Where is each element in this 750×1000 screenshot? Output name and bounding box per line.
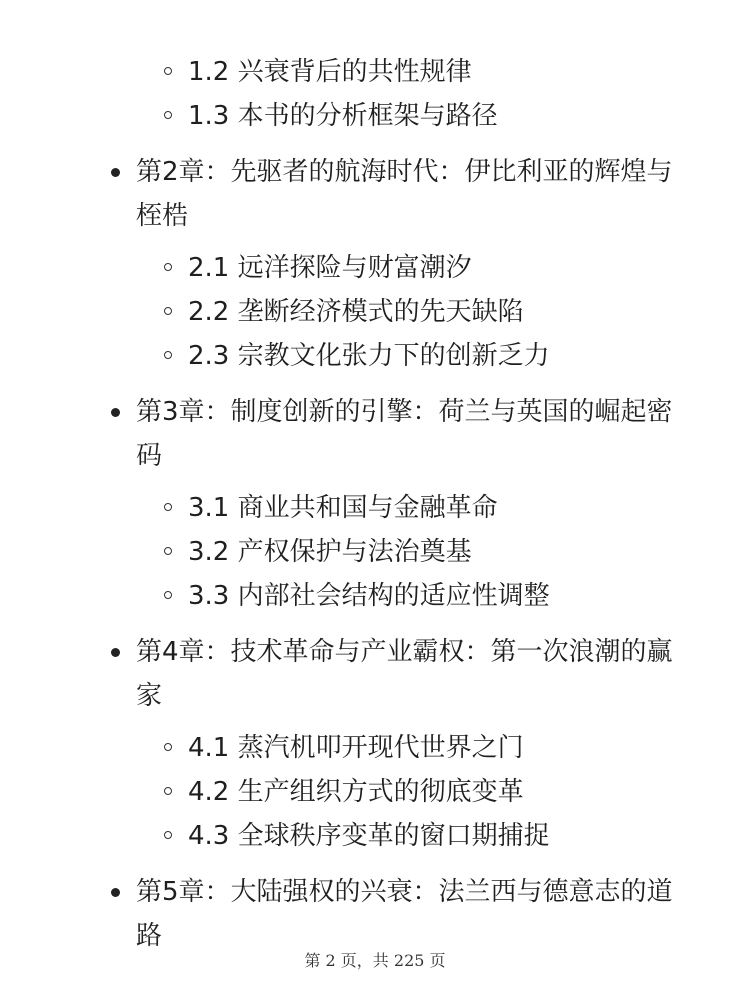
toc-section-2-1: 2.1 远洋探险与财富潮汐 — [188, 246, 472, 290]
toc-chapter-3: 第3章：制度创新的引擎：荷兰与英国的崛起密码 — [136, 390, 696, 478]
toc-section-3-3: 3.3 内部社会结构的适应性调整 — [188, 574, 550, 618]
toc-section-1-2: 1.2 兴衰背后的共性规律 — [188, 50, 472, 94]
toc-chapter-5: 第5章：大陆强权的兴衰：法兰西与德意志的道路 — [136, 870, 696, 958]
toc-section-2-3: 2.3 宗教文化张力下的创新乏力 — [188, 334, 550, 378]
toc-section-1-3: 1.3 本书的分析框架与路径 — [188, 94, 498, 138]
toc-chapter-2: 第2章：先驱者的航海时代：伊比利亚的辉煌与桎梏 — [136, 150, 696, 238]
toc-section-4-1: 4.1 蒸汽机叩开现代世界之门 — [188, 726, 524, 770]
toc-section-2-2: 2.2 垄断经济模式的先天缺陷 — [188, 290, 524, 334]
toc-section-4-3: 4.3 全球秩序变革的窗口期捕捉 — [188, 814, 550, 858]
toc-section-3-1: 3.1 商业共和国与金融革命 — [188, 486, 498, 530]
toc-chapter-4: 第4章：技术革命与产业霸权：第一次浪潮的赢家 — [136, 630, 696, 718]
page-footer: 第 2 页，共 225 页 — [304, 951, 446, 970]
toc-section-4-2: 4.2 生产组织方式的彻底变革 — [188, 770, 524, 814]
toc-section-3-2: 3.2 产权保护与法治奠基 — [188, 530, 472, 574]
